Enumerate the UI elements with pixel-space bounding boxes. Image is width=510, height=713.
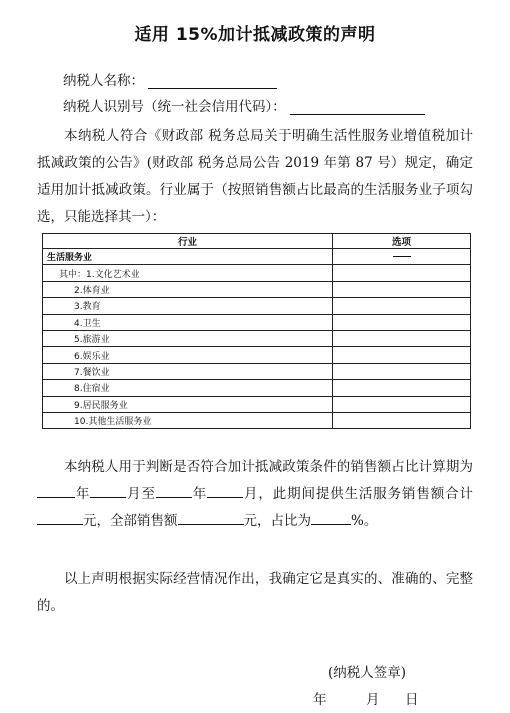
table-row	[43, 380, 471, 396]
option-checkbox[interactable]	[333, 298, 471, 314]
industry-label: 10.其他生活服务业	[43, 412, 333, 428]
option-checkbox[interactable]	[333, 347, 471, 363]
sales-text-month1: 月至	[126, 486, 156, 502]
sales-text-1: 本纳税人用于判断是否符合加计抵减政策条件的销售额占比计算期为	[64, 459, 473, 475]
end-month-input[interactable]	[207, 483, 243, 498]
taxpayer-name-input[interactable]	[148, 74, 277, 89]
table-row	[43, 281, 471, 297]
table-row	[43, 412, 471, 428]
table-row	[43, 298, 471, 314]
option-checkbox[interactable]	[333, 412, 471, 428]
group-label: 生活服务业	[43, 249, 333, 265]
table-row	[43, 330, 471, 346]
table-row	[43, 314, 471, 330]
service-sales-input[interactable]	[37, 510, 83, 525]
sales-text-month2: 月，此期间提供生活服务销售额合计	[243, 486, 474, 502]
option-checkbox[interactable]	[333, 314, 471, 330]
taxpayer-id-label: 纳税人识别号（统一社会信用代码）：	[63, 99, 286, 115]
sales-text-year2: 年	[191, 486, 208, 502]
industry-header: 行业	[43, 234, 333, 249]
industry-label: 7.餐饮业	[43, 363, 333, 379]
industry-label: 9.居民服务业	[43, 396, 333, 412]
sales-paragraph	[37, 454, 473, 535]
option-checkbox[interactable]	[333, 396, 471, 412]
industry-table	[42, 233, 471, 429]
signature-label: (纳税人签章)	[328, 665, 407, 681]
intro-paragraph: 本纳税人符合《财政部 税务总局关于明确生活性服务业增值税加计抵减政策的公告》(财政部 税务总局公告 2019 年第 87 号）规定，确定适用加计抵减政策。行业属于（按照销售额占比最高的生活服务业子项勾选，只能选择其一）：	[37, 128, 473, 225]
option-checkbox[interactable]	[333, 265, 471, 281]
taxpayer-name-field	[63, 69, 277, 89]
industry-label: 3.教育	[43, 298, 333, 314]
taxpayer-id-input[interactable]	[290, 100, 425, 115]
industry-label: 5.旅游业	[43, 330, 333, 346]
table-row	[43, 396, 471, 412]
date-month: 月	[366, 692, 380, 708]
option-checkbox[interactable]	[333, 281, 471, 297]
taxpayer-name-label: 纳税人名称：	[63, 73, 144, 89]
option-header: 选项	[333, 234, 471, 249]
ratio-input[interactable]	[311, 510, 351, 525]
table-row	[43, 347, 471, 363]
industry-label: 4.卫生	[43, 314, 333, 330]
date-year: 年	[313, 692, 327, 708]
group-option-cell	[333, 249, 471, 265]
table-row	[43, 265, 471, 281]
end-year-input[interactable]	[156, 483, 192, 498]
option-checkbox[interactable]	[333, 330, 471, 346]
option-checkbox[interactable]	[333, 380, 471, 396]
industry-label: 8.住宿业	[43, 380, 333, 396]
taxpayer-id-field	[63, 95, 425, 115]
option-checkbox[interactable]	[333, 363, 471, 379]
start-month-input[interactable]	[90, 483, 126, 498]
sales-text-pct: %。	[351, 513, 378, 529]
table-header-row	[43, 234, 471, 249]
total-sales-input[interactable]	[178, 510, 244, 525]
table-group-row	[43, 249, 471, 265]
page-title: 适用 15%加计抵减政策的声明	[134, 25, 376, 45]
industry-label: 2.体育业	[43, 281, 333, 297]
closing-paragraph: 以上声明根据实际经营情况作出，我确定它是真实的、准确的、完整的。	[37, 571, 473, 614]
sales-text-yuan1: 元，全部销售额	[83, 513, 178, 529]
dash-mark	[393, 256, 411, 257]
table-row	[43, 363, 471, 379]
industry-label: 其中：1.文化艺术业	[43, 265, 333, 281]
sales-text-year1: 年	[75, 486, 91, 502]
sales-text-yuan2: 元，占比为	[243, 513, 311, 529]
industry-label: 6.娱乐业	[43, 347, 333, 363]
start-year-input[interactable]	[37, 483, 75, 498]
date-day: 日	[405, 692, 419, 708]
